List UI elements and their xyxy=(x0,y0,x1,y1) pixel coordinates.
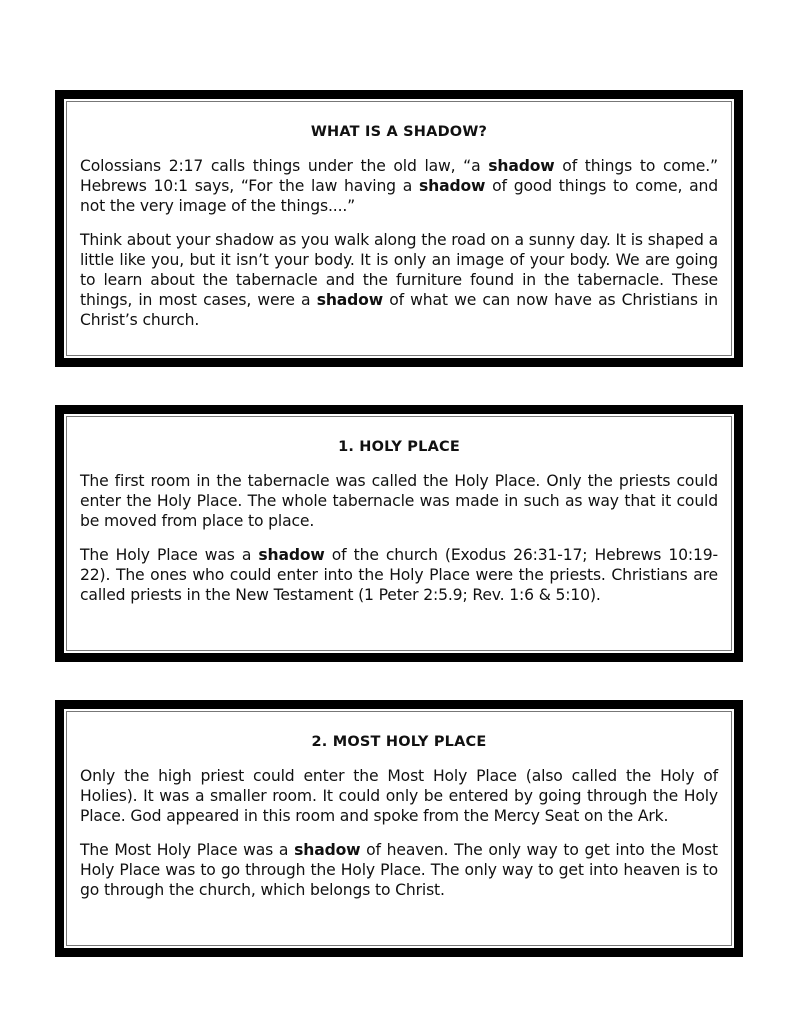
text-run: of good things to come, and not the very image of the things....” xyxy=(80,177,718,215)
text-run: Think about your shadow as you walk along the road on a sunny day. It is shaped a little like you, but it isn’t your body. It is only an image of your body. We are going to learn about the tabernacle and the furniture found in the tabernacle. These things, in most cases, were a xyxy=(80,231,718,309)
text-run: Only the high priest could enter the Most Holy Place (also called the Holy of Holies). It was a smaller room. It could only be entered by going through the Holy Place. God appeared in this room and spoke from the Mercy Seat on the Ark. xyxy=(80,767,718,825)
text-run: of things to come.” Hebrews 10:1 says, “For the law having a xyxy=(80,157,718,195)
emphasis-text: shadow xyxy=(488,157,555,175)
card-most-holy-place xyxy=(55,700,743,957)
section-title: WHAT IS A SHADOW? xyxy=(310,124,488,140)
emphasis-text: shadow xyxy=(419,177,486,195)
section-paragraph xyxy=(80,840,718,900)
section-paragraph xyxy=(80,766,718,826)
text-run: The Most Holy Place was a xyxy=(80,841,295,859)
section-paragraph xyxy=(80,156,718,216)
card-content xyxy=(66,101,732,356)
card-frame-inner xyxy=(64,709,734,948)
text-run: of the church (Exodus 26:31-17; Hebrews 10:19-22). The ones who could enter into the Holy Place were the priests. Christians are called priests in the New Testament (1 Peter 2:5.9; Rev. 1:6 & 5:10). xyxy=(80,546,718,604)
section-title: 2. MOST HOLY PLACE xyxy=(311,734,487,750)
emphasis-text: shadow xyxy=(258,546,325,564)
section-paragraph xyxy=(80,545,718,605)
text-run: The first room in the tabernacle was called the Holy Place. Only the priests could enter the Holy Place. The whole tabernacle was made in such as way that it could be moved from place to place. xyxy=(80,472,718,530)
section-paragraph xyxy=(80,471,718,531)
card-holy-place xyxy=(55,405,743,662)
text-run: of what we can now have as Christians in Christ’s church. xyxy=(80,291,718,329)
emphasis-text: shadow xyxy=(316,291,383,309)
text-run: The Holy Place was a xyxy=(80,546,259,564)
card-frame-inner xyxy=(64,99,734,358)
text-run: of heaven. The only way to get into the Most Holy Place was to go through the Holy Place. The only way to get into heaven is to go through the church, which belongs to Christ. xyxy=(80,841,718,899)
card-what-is-a-shadow xyxy=(55,90,743,367)
text-run: Colossians 2:17 calls things under the old law, “a xyxy=(80,157,489,175)
section-paragraph xyxy=(80,230,718,330)
section-title: 1. HOLY PLACE xyxy=(338,439,460,455)
card-content xyxy=(66,711,732,946)
emphasis-text: shadow xyxy=(294,841,361,859)
card-content xyxy=(66,416,732,651)
card-frame-inner xyxy=(64,414,734,653)
